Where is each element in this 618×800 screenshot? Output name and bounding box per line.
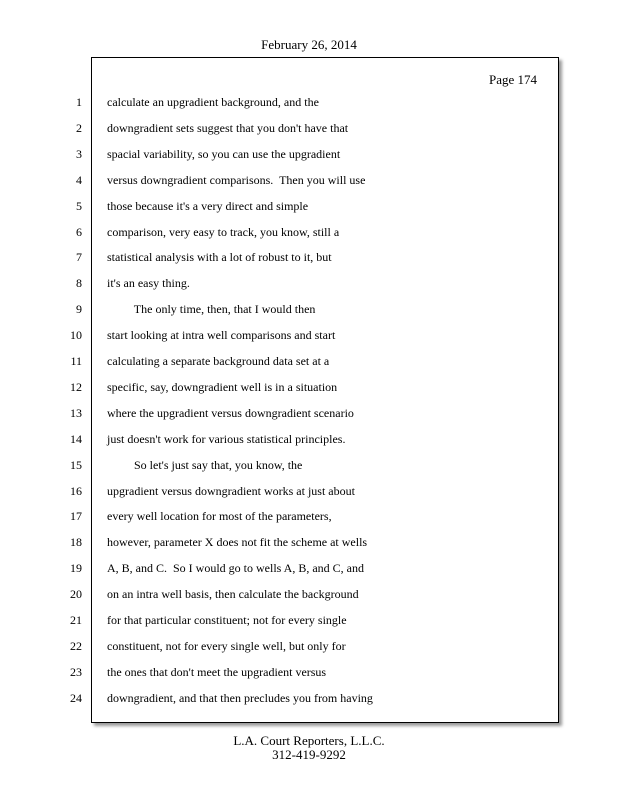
line-number: 24 [70,691,82,705]
line-number: 11 [70,354,82,368]
line-number: 2 [76,121,82,135]
line-text: for that particular constituent; not for every single [107,613,347,627]
line-text: start looking at intra well comparisons and start [107,328,336,342]
line-number: 6 [76,225,82,239]
line-number: 5 [76,199,82,213]
line-text: downgradient, and that then precludes you from having [107,691,373,705]
line-number: 14 [70,432,82,446]
line-number: 7 [76,250,82,264]
line-number: 20 [70,587,82,601]
line-text: The only time, then, that I would then [107,302,316,316]
line-number: 4 [76,173,82,187]
line-text: upgradient versus downgradient works at just about [107,484,355,498]
line-number: 9 [76,302,82,316]
line-text: it's an easy thing. [107,276,190,290]
line-text: statistical analysis with a lot of robust to it, but [107,250,332,264]
line-number: 22 [70,639,82,653]
line-text: So let's just say that, you know, the [107,458,303,472]
line-number: 12 [70,380,82,394]
line-text: those because it's a very direct and simple [107,199,309,213]
line-text: spacial variability, so you can use the upgradient [107,147,341,161]
page-number: Page 174 [488,72,537,87]
line-text: versus downgradient comparisons. Then you will use [107,173,366,187]
line-text: calculating a separate background data set at a [107,354,330,368]
footer-phone: 312-419-9292 [272,747,346,762]
line-number: 10 [70,328,82,342]
line-number: 23 [70,665,82,679]
footer-company: L.A. Court Reporters, L.L.C. [233,733,385,748]
line-text: just doesn't work for various statistical principles. [107,432,346,446]
line-number: 15 [70,458,82,472]
line-text: where the upgradient versus downgradient scenario [107,406,354,420]
line-number: 18 [70,535,82,549]
line-text: specific, say, downgradient well is in a situation [107,380,338,394]
line-text: downgradient sets suggest that you don't have that [107,121,349,135]
line-text: on an intra well basis, then calculate the background [107,587,359,601]
line-text: the ones that don't meet the upgradient versus [107,665,327,679]
line-text: every well location for most of the parameters, [107,509,332,523]
line-text: however, parameter X does not fit the scheme at wells [107,535,368,549]
line-text: A, B, and C. So I would go to wells A, B, and C, and [107,561,364,575]
line-number: 13 [70,406,82,420]
line-text: calculate an upgradient background, and the [107,95,319,109]
line-number: 16 [70,484,82,498]
transcript-date: February 26, 2014 [261,37,357,52]
line-number: 19 [70,561,82,575]
line-number: 1 [76,95,82,109]
line-number: 8 [76,276,82,290]
line-text: comparison, very easy to track, you know, still a [107,225,340,239]
line-number: 21 [70,613,82,627]
line-text: constituent, not for every single well, but only for [107,639,346,653]
line-number: 17 [70,509,82,523]
line-number: 3 [76,147,82,161]
